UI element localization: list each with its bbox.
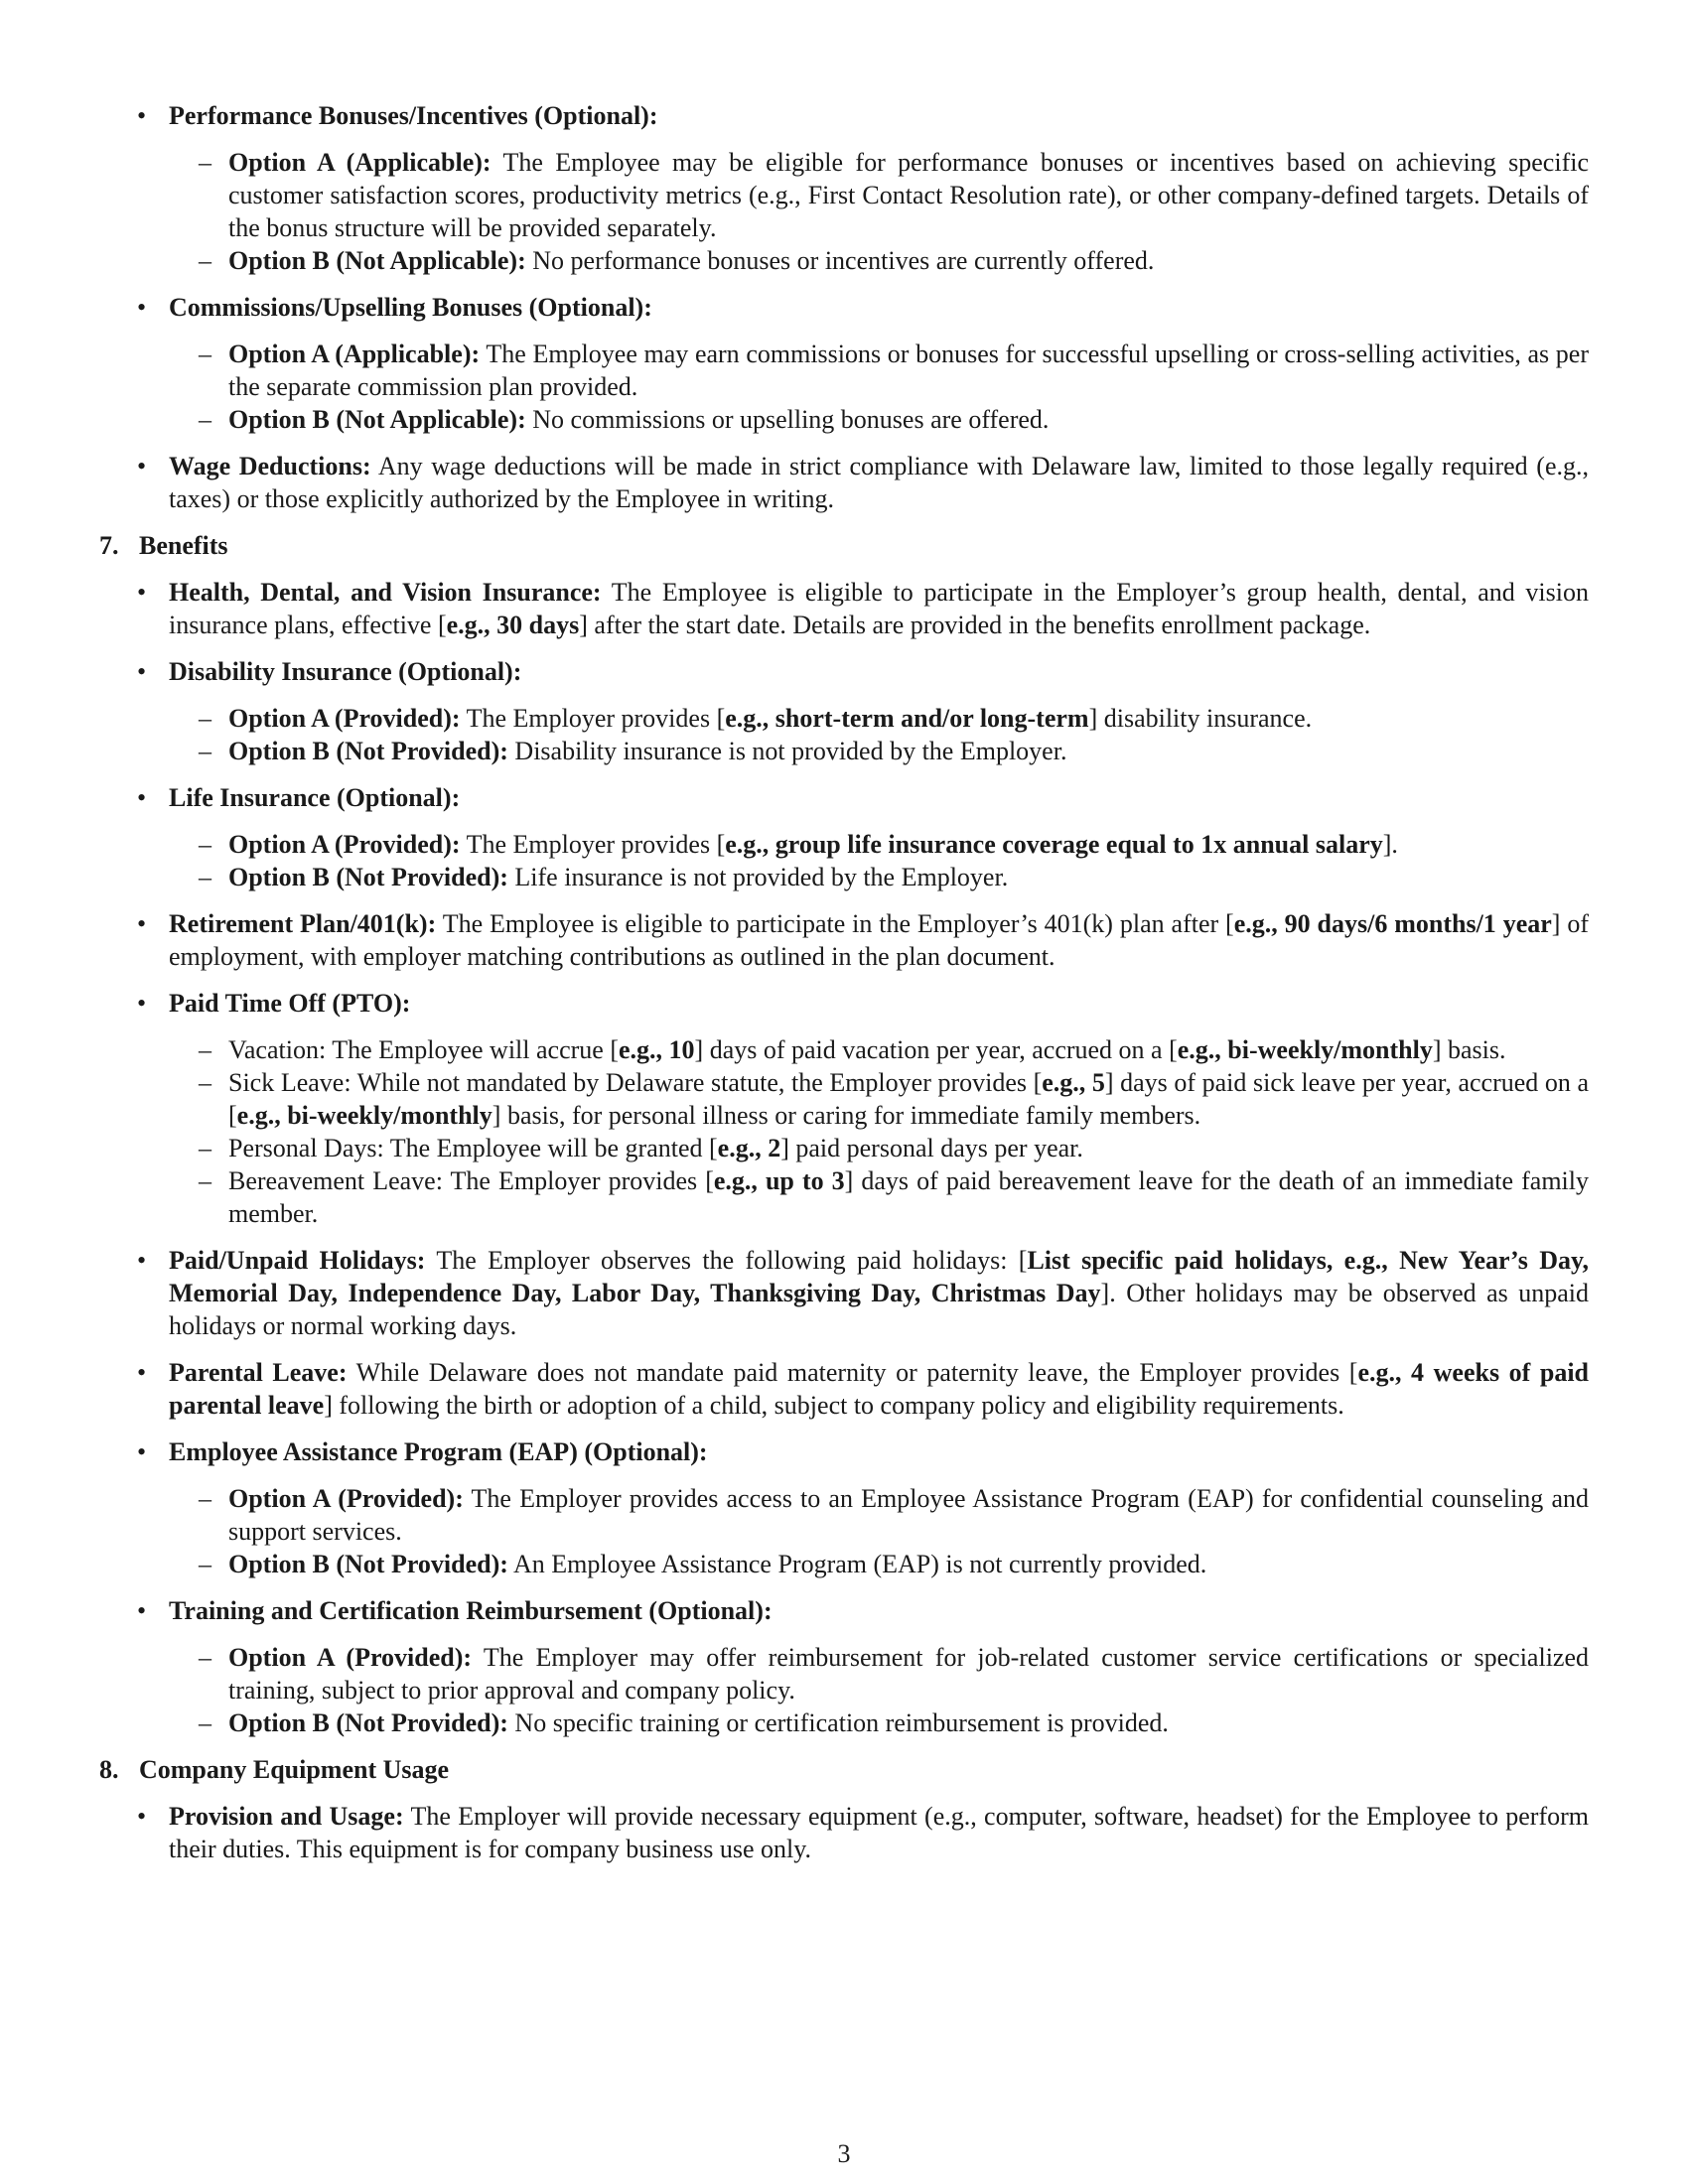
list-item-holidays: • Paid/Unpaid Holidays: The Employer observes the following paid holidays: [List specific paid holidays, e.g., New Year’s Day, Memorial Day, Independence Day, Labor Day, Thanksgiving Day, Christmas Day]. Other holidays may be observed as unpaid holidays or normal working days. [99, 1244, 1589, 1342]
list-item-life-insurance: • Life Insurance (Optional): – Option A (Provided): The Employer provides [e.g., group life insurance coverage equal to 1x annual salary]. – Option B (Not Provided): Life insurance is not provided by the Employer. [99, 781, 1589, 893]
list-item-disability-insurance: • Disability Insurance (Optional): – Option A (Provided): The Employer provides [e.g., short-term and/or long-term] disability insurance. – Option B (Not Provided): Disability insurance is not provided by the Employer. [99, 655, 1589, 767]
option-b: – Option B (Not Provided): Disability insurance is not provided by the Employer. [169, 735, 1589, 767]
list-item-retirement-plan: • Retirement Plan/401(k): The Employee is eligible to participate in the Employer’s 401(k) plan after [e.g., 90 days/6 months/1 year] of employment, with employer matching contributions as outlined in the plan document. [99, 907, 1589, 973]
page-number: 3 [837, 2139, 851, 2168]
option-b: – Option B (Not Applicable): No performance bonuses or incentives are currently offered. [169, 244, 1589, 277]
list-item-performance-bonuses [99, 99, 1589, 277]
item-heading: Performance Bonuses/Incentives (Optional): [169, 101, 658, 130]
list-item-parental-leave: • Parental Leave: While Delaware does not mandate paid maternity or paternity leave, the Employer provides [e.g., 4 weeks of paid parental leave] following the birth or adoption of a child, subject to company policy and eligibility requirements. [99, 1356, 1589, 1422]
list-item-training-reimbursement: • Training and Certification Reimbursement (Optional): – Option A (Provided): The Employer may offer reimbursement for job-related customer service certifications or specialized training, subject to prior approval and company policy. – Option B (Not Provided): No specific training or certification reimbursement is provided. [99, 1594, 1589, 1739]
option-b: – Option B (Not Provided): No specific training or certification reimbursement is provided. [169, 1706, 1589, 1739]
item-heading: Commissions/Upselling Bonuses (Optional): [169, 293, 652, 322]
option-a: – Option A (Provided): The Employer provides [e.g., short-term and/or long-term] disability insurance. [169, 702, 1589, 735]
pto-personal-days: – Personal Days: The Employee will be granted [e.g., 2] paid personal days per year. [169, 1132, 1589, 1164]
option-b: – Option B (Not Applicable): No commissions or upselling bonuses are offered. [169, 403, 1589, 436]
option-b: – Option B (Not Provided): An Employee Assistance Program (EAP) is not currently provided. [169, 1548, 1589, 1580]
option-a: – Option A (Provided): The Employer provides access to an Employee Assistance Program (EAP) for confidential counseling and support services. [169, 1482, 1589, 1548]
document-page [99, 99, 1589, 1879]
list-item-health-insurance: • Health, Dental, and Vision Insurance: The Employee is eligible to participate in the Employer’s group health, dental, and vision insurance plans, effective [e.g., 30 days] after the start date. Details are provided in the benefits enrollment package. [99, 576, 1589, 641]
option-a: – Option A (Provided): The Employer may offer reimbursement for job-related customer service certifications or specialized training, subject to prior approval and company policy. [169, 1641, 1589, 1706]
section-heading-benefits: 7. Benefits [99, 531, 228, 560]
pto-bereavement-leave: – Bereavement Leave: The Employer provides [e.g., up to 3] days of paid bereavement leave for the death of an immediate family member. [169, 1164, 1589, 1230]
pto-vacation: – Vacation: The Employee will accrue [e.g., 10] days of paid vacation per year, accrued on a [e.g., bi-weekly/monthly] basis. [169, 1033, 1589, 1066]
option-a: – Option A (Provided): The Employer provides [e.g., group life insurance coverage equal to 1x annual salary]. [169, 828, 1589, 861]
section-heading-equipment: 8. Company Equipment Usage [99, 1755, 450, 1784]
list-item-commissions [99, 291, 1589, 436]
option-a: – Option A (Applicable): The Employee may earn commissions or bonuses for successful upselling or cross-selling activities, as per the separate commission plan provided. [169, 338, 1589, 403]
pto-sick-leave: – Sick Leave: While not mandated by Delaware statute, the Employer provides [e.g., 5] days of paid sick leave per year, accrued on a [e.g., bi-weekly/monthly] basis, for personal illness or caring for immediate family members. [169, 1066, 1589, 1132]
list-item-eap: • Employee Assistance Program (EAP) (Optional): – Option A (Provided): The Employer provides access to an Employee Assistance Program (EAP) for confidential counseling and support services. – Option B (Not Provided): An Employee Assistance Program (EAP) is not currently provided. [99, 1435, 1589, 1580]
option-a: – Option A (Applicable): The Employee may be eligible for performance bonuses or incentives based on achieving specific customer satisfaction scores, productivity metrics (e.g., First Contact Resolution rate), or other company-defined targets. Details of the bonus structure will be provided separately. [169, 146, 1589, 244]
list-item-paid-time-off: • Paid Time Off (PTO): – Vacation: The Employee will accrue [e.g., 10] days of paid vacation per year, accrued on a [e.g., bi-weekly/monthly] basis. – Sick Leave: While not mandated by Delaware statute, the Employer provides [e.g., 5] days of paid sick leave per year, accrued on a [e.g., bi-weekly/monthly] basis, for personal illness or caring for immediate family members. – Personal Days: The Employee will be granted [e.g., 2] paid personal days per year. – Bereavement Leave: The Employer provides [e.g., up to 3] days of paid bereavement leave for the death of an immediate family member. [99, 987, 1589, 1230]
list-item-wage-deductions: • Wage Deductions: Any wage deductions will be made in strict compliance with Delaware law, limited to those legally required (e.g., taxes) or those explicitly authorized by the Employee in writing. [99, 450, 1589, 515]
option-b: – Option B (Not Provided): Life insurance is not provided by the Employer. [169, 861, 1589, 893]
list-item-provision-usage: • Provision and Usage: The Employer will provide necessary equipment (e.g., computer, software, headset) for the Employee to perform their duties. This equipment is for company business use only. [99, 1800, 1589, 1865]
